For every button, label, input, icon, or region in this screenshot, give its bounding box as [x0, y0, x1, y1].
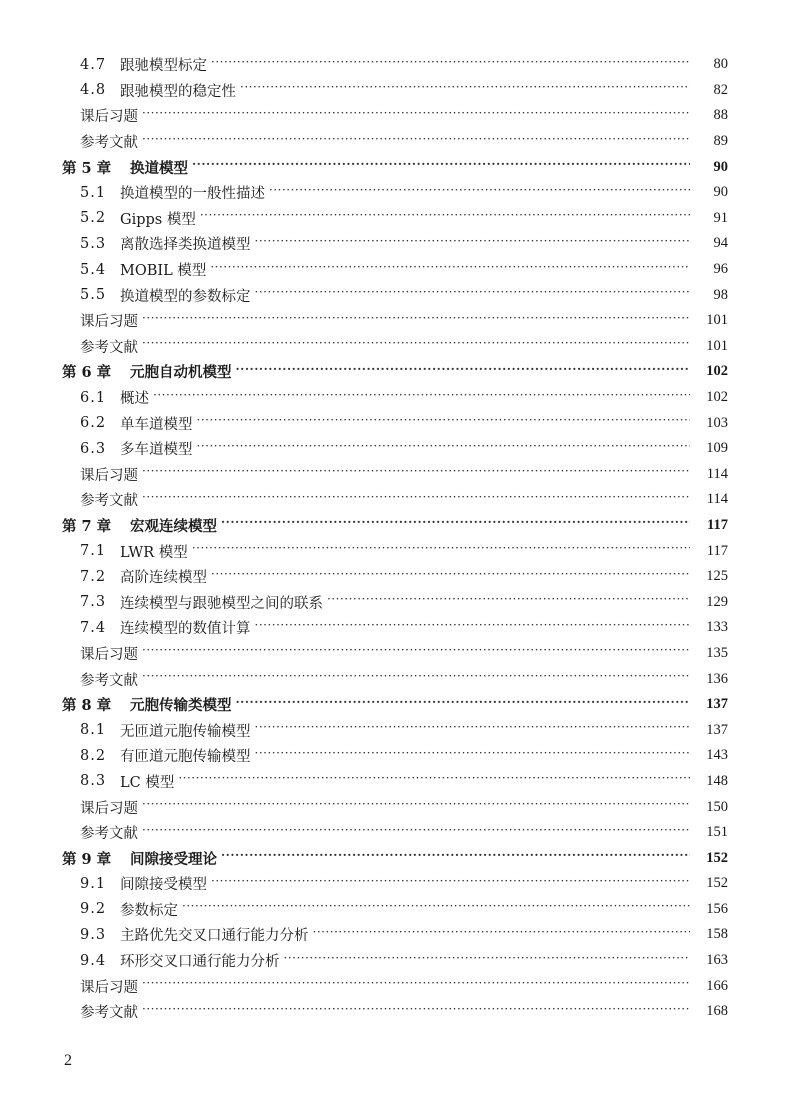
toc-section-row[interactable] — [0, 385, 790, 411]
toc-row-inner — [0, 771, 728, 792]
toc-entry-number: 7.3 — [80, 594, 107, 611]
toc-row-inner — [0, 797, 728, 818]
toc-section-row[interactable] — [0, 231, 790, 257]
toc-chapter-row[interactable] — [0, 692, 790, 718]
toc-entry-page: 148 — [706, 772, 728, 789]
toc-leader-dots — [240, 82, 690, 98]
toc-entry-page: 158 — [706, 926, 728, 943]
toc-section-row[interactable] — [0, 897, 790, 923]
toc-entry-number: 9.3 — [80, 926, 107, 943]
toc-row-inner — [0, 54, 728, 75]
toc-row-inner — [0, 489, 728, 510]
toc-leader-dots — [142, 1004, 690, 1020]
toc-entry-title: 课后习题 — [80, 467, 138, 484]
toc-entry-number: 第 9 章 — [62, 850, 112, 868]
toc-section-row[interactable] — [0, 78, 790, 104]
toc-leader-dots — [313, 927, 691, 943]
toc-entry-lead — [80, 797, 138, 818]
toc-section-row[interactable] — [0, 206, 790, 232]
toc-chapter-row[interactable] — [0, 359, 790, 385]
toc-row-inner — [0, 336, 728, 357]
toc-leader-dots — [197, 441, 691, 457]
toc-section-row[interactable] — [0, 717, 790, 743]
toc-entry-number: 5.1 — [80, 184, 107, 201]
toc-entry-page: 152 — [706, 875, 728, 892]
toc-entry-lead — [80, 54, 207, 75]
toc-entry-page: 101 — [706, 312, 728, 329]
toc-section-row[interactable] — [0, 180, 790, 206]
toc-entry-page: 102 — [706, 389, 728, 406]
toc-row-inner — [0, 848, 728, 869]
toc-row-inner — [0, 873, 728, 894]
toc-entry-number: 7.1 — [80, 543, 107, 560]
toc-entry-number: 6.3 — [80, 440, 107, 457]
toc-extra-row[interactable] — [0, 334, 790, 360]
toc-row-inner — [0, 387, 728, 408]
toc-entry-lead — [80, 208, 196, 229]
toc-entry-lead — [80, 336, 138, 357]
toc-entry-number: 6.2 — [80, 415, 107, 432]
toc-entry-title: 离散选择类换道模型 — [120, 237, 251, 254]
toc-entry-lead — [80, 285, 251, 306]
toc-leader-dots — [210, 262, 690, 278]
toc-entry-page: 117 — [706, 542, 728, 559]
toc-entry-lead — [62, 157, 188, 178]
toc-entry-page: 137 — [706, 721, 728, 738]
toc-entry-page: 96 — [713, 261, 728, 278]
toc-entry-page: 90 — [713, 184, 728, 201]
toc-entry-title: 换道模型的一般性描述 — [120, 186, 265, 203]
toc-entry-title: 连续模型的数值计算 — [120, 621, 251, 638]
toc-row-inner — [0, 976, 728, 997]
toc-row-inner — [0, 105, 728, 126]
toc-entry-lead — [80, 131, 138, 152]
toc-row-inner — [0, 361, 728, 382]
toc-entry-lead — [80, 720, 251, 741]
toc-entry-page: 117 — [707, 516, 728, 533]
toc-row-inner — [0, 80, 728, 101]
toc-entry-number: 6.1 — [80, 389, 107, 406]
toc-row-inner — [0, 822, 728, 843]
toc-extra-row[interactable] — [0, 820, 790, 846]
toc-entry-title: 参考文献 — [80, 493, 138, 510]
toc-entry-lead — [80, 413, 193, 434]
toc-section-row[interactable] — [0, 615, 790, 641]
toc-entry-number: 5.5 — [80, 287, 107, 304]
toc-entry-title: 参考文献 — [80, 135, 138, 152]
table-of-contents — [0, 52, 790, 1025]
toc-leader-dots — [142, 134, 690, 150]
toc-leader-dots — [192, 159, 690, 175]
toc-entry-title: 无匝道元胞传输模型 — [120, 723, 251, 740]
toc-row-inner — [0, 208, 728, 229]
toc-row-inner — [0, 131, 728, 152]
toc-entry-lead — [80, 976, 138, 997]
toc-entry-title: 元胞自动机模型 — [130, 364, 232, 382]
toc-entry-title: 参考文献 — [80, 826, 138, 843]
toc-extra-row[interactable] — [0, 103, 790, 129]
toc-leader-dots — [142, 492, 690, 508]
toc-entry-lead — [62, 361, 232, 382]
toc-entry-page: 137 — [706, 696, 728, 713]
toc-leader-dots — [142, 313, 690, 329]
toc-leader-dots — [142, 825, 690, 841]
toc-entry-title: 跟驰模型标定 — [120, 58, 207, 75]
toc-leader-dots — [182, 901, 690, 917]
toc-leader-dots — [200, 210, 690, 226]
toc-entry-title: 多车道模型 — [120, 442, 193, 459]
toc-entry-page: 101 — [706, 337, 728, 354]
toc-extra-row[interactable] — [0, 666, 790, 692]
toc-section-row[interactable] — [0, 922, 790, 948]
toc-chapter-row[interactable] — [0, 845, 790, 871]
toc-entry-page: 109 — [706, 440, 728, 457]
toc-row-inner — [0, 285, 728, 306]
toc-entry-title: 课后习题 — [80, 314, 138, 331]
toc-entry-lead — [80, 80, 236, 101]
toc-entry-page: 151 — [706, 824, 728, 841]
toc-entry-number: 4.7 — [80, 56, 107, 73]
toc-entry-number: 4.8 — [80, 82, 107, 99]
toc-entry-lead — [80, 617, 251, 638]
toc-entry-page: 166 — [706, 977, 728, 994]
toc-leader-dots — [142, 671, 690, 687]
toc-row-inner — [0, 924, 728, 945]
toc-entry-title: 课后习题 — [80, 979, 138, 996]
toc-extra-row[interactable] — [0, 462, 790, 488]
toc-entry-title: 参考文献 — [80, 1005, 138, 1022]
toc-entry-title: LC 模型 — [120, 774, 175, 791]
toc-entry-number: 第 8 章 — [62, 697, 112, 715]
toc-row-inner — [0, 694, 728, 715]
toc-entry-title: 参考文献 — [80, 339, 138, 356]
toc-entry-title: 跟驰模型的稳定性 — [120, 83, 236, 100]
toc-entry-lead — [62, 694, 232, 715]
toc-entry-lead — [80, 873, 207, 894]
toc-entry-lead — [80, 745, 251, 766]
toc-leader-dots — [211, 876, 690, 892]
toc-entry-title: 元胞传输类模型 — [130, 697, 232, 715]
toc-entry-page: 103 — [706, 414, 728, 431]
toc-leader-dots — [255, 748, 691, 764]
toc-entry-lead — [80, 669, 138, 690]
toc-entry-number: 第 7 章 — [62, 517, 112, 535]
toc-entry-lead — [80, 541, 188, 562]
toc-entry-number: 9.2 — [80, 901, 107, 918]
toc-entry-page: 98 — [713, 286, 728, 303]
toc-row-inner — [0, 413, 728, 434]
toc-row-inner — [0, 541, 728, 562]
toc-chapter-row[interactable] — [0, 154, 790, 180]
toc-entry-title: 概述 — [120, 391, 149, 408]
toc-leader-dots — [255, 722, 691, 738]
toc-row-inner — [0, 745, 728, 766]
toc-leader-dots — [142, 799, 690, 815]
toc-entry-lead — [80, 387, 149, 408]
toc-entry-lead — [80, 105, 138, 126]
toc-entry-lead — [80, 233, 251, 254]
toc-leader-dots — [142, 978, 690, 994]
toc-section-row[interactable] — [0, 52, 790, 78]
toc-leader-dots — [221, 517, 690, 533]
toc-leader-dots — [192, 543, 690, 559]
toc-entry-number: 9.1 — [80, 875, 107, 892]
toc-row-inner — [0, 950, 728, 971]
toc-entry-page: 129 — [706, 593, 728, 610]
page-number: 2 — [64, 1052, 72, 1069]
toc-row-inner — [0, 720, 728, 741]
toc-entry-title: 环形交叉口通行能力分析 — [120, 954, 280, 971]
toc-section-row[interactable] — [0, 282, 790, 308]
toc-row-inner — [0, 515, 728, 536]
toc-entry-number: 7.2 — [80, 568, 107, 585]
toc-entry-page: 163 — [706, 952, 728, 969]
toc-entry-number: 8.3 — [80, 773, 107, 790]
toc-entry-page: 114 — [706, 465, 728, 482]
toc-entry-lead — [80, 643, 138, 664]
toc-section-row[interactable] — [0, 589, 790, 615]
toc-entry-lead — [80, 771, 174, 792]
toc-section-row[interactable] — [0, 743, 790, 769]
toc-entry-page: 91 — [713, 209, 728, 226]
toc-entry-lead — [80, 489, 138, 510]
toc-row-inner — [0, 182, 728, 203]
toc-section-row[interactable] — [0, 769, 790, 795]
toc-section-row[interactable] — [0, 948, 790, 974]
toc-entry-lead — [80, 924, 309, 945]
toc-row-inner — [0, 464, 728, 485]
toc-entry-title: 单车道模型 — [120, 416, 193, 433]
toc-section-row[interactable] — [0, 436, 790, 462]
toc-entry-page: 133 — [706, 619, 728, 636]
toc-entry-lead — [80, 592, 323, 613]
toc-entry-number: 8.2 — [80, 747, 107, 764]
toc-entry-page: 150 — [706, 798, 728, 815]
toc-entry-page: 102 — [706, 363, 728, 380]
toc-entry-title: 课后习题 — [80, 800, 138, 817]
toc-entry-number: 9.4 — [80, 952, 107, 969]
toc-row-inner — [0, 643, 728, 664]
toc-entry-page: 88 — [713, 107, 728, 124]
toc-row-inner — [0, 438, 728, 459]
toc-entry-number: 8.1 — [80, 722, 107, 739]
toc-leader-dots — [284, 953, 691, 969]
toc-extra-row[interactable] — [0, 487, 790, 513]
toc-entry-lead — [62, 515, 217, 536]
toc-entry-lead — [80, 182, 265, 203]
toc-entry-lead — [80, 1001, 138, 1022]
toc-entry-lead — [80, 822, 138, 843]
toc-section-row[interactable] — [0, 257, 790, 283]
toc-entry-page: 125 — [706, 568, 728, 585]
toc-entry-lead — [80, 464, 138, 485]
toc-entry-page: 89 — [713, 133, 728, 150]
toc-entry-page: 114 — [706, 491, 728, 508]
toc-entry-number: 7.4 — [80, 619, 107, 636]
toc-leader-dots — [211, 569, 690, 585]
toc-leader-dots — [255, 287, 691, 303]
toc-entry-lead — [80, 438, 193, 459]
toc-entry-page: 82 — [713, 81, 728, 98]
toc-row-inner — [0, 157, 728, 178]
toc-entry-title: 参考文献 — [80, 672, 138, 689]
toc-row-inner — [0, 617, 728, 638]
toc-entry-number: 第 6 章 — [62, 364, 112, 382]
toc-extra-row[interactable] — [0, 129, 790, 155]
toc-leader-dots — [197, 415, 691, 431]
toc-leader-dots — [236, 364, 691, 380]
toc-entry-lead — [80, 950, 280, 971]
toc-leader-dots — [142, 108, 690, 124]
toc-chapter-row[interactable] — [0, 513, 790, 539]
toc-entry-page: 143 — [706, 747, 728, 764]
toc-leader-dots — [221, 850, 690, 866]
toc-leader-dots — [211, 57, 690, 73]
toc-entry-title: 主路优先交叉口通行能力分析 — [120, 928, 309, 945]
toc-entry-lead — [80, 259, 206, 280]
toc-leader-dots — [153, 390, 690, 406]
toc-extra-row[interactable] — [0, 308, 790, 334]
toc-section-row[interactable] — [0, 871, 790, 897]
toc-entry-title: 有匝道元胞传输模型 — [120, 749, 251, 766]
toc-extra-row[interactable] — [0, 999, 790, 1025]
toc-entry-lead — [80, 566, 207, 587]
toc-section-row[interactable] — [0, 564, 790, 590]
toc-entry-title: 课后习题 — [80, 646, 138, 663]
toc-leader-dots — [142, 645, 690, 661]
toc-entry-title: 间隙接受模型 — [120, 877, 207, 894]
toc-entry-page: 152 — [706, 849, 728, 866]
toc-row-inner — [0, 566, 728, 587]
toc-extra-row[interactable] — [0, 641, 790, 667]
toc-entry-page: 135 — [706, 644, 728, 661]
toc-entry-title: 高阶连续模型 — [120, 570, 207, 587]
toc-entry-title: 换道模型 — [130, 159, 188, 177]
toc-entry-number: 5.3 — [80, 235, 107, 252]
toc-entry-page: 168 — [706, 1003, 728, 1020]
toc-entry-page: 136 — [706, 670, 728, 687]
toc-entry-title: 间隙接受理论 — [130, 850, 217, 868]
toc-row-inner — [0, 1001, 728, 1022]
toc-entry-number: 5.2 — [80, 210, 107, 227]
toc-leader-dots — [142, 338, 690, 354]
toc-entry-page: 80 — [713, 56, 728, 73]
toc-entry-title: 连续模型与跟驰模型之间的联系 — [120, 595, 323, 612]
toc-entry-lead — [80, 310, 138, 331]
toc-leader-dots — [327, 594, 690, 610]
toc-leader-dots — [255, 620, 691, 636]
toc-leader-dots — [178, 773, 690, 789]
toc-row-inner — [0, 233, 728, 254]
toc-entry-title: 参数标定 — [120, 902, 178, 919]
toc-entry-title: LWR 模型 — [120, 544, 188, 561]
toc-leader-dots — [142, 466, 690, 482]
toc-leader-dots — [269, 185, 690, 201]
toc-entry-lead — [62, 848, 217, 869]
toc-entry-title: MOBIL 模型 — [120, 263, 207, 280]
toc-extra-row[interactable] — [0, 973, 790, 999]
toc-entry-number: 第 5 章 — [62, 159, 112, 177]
toc-section-row[interactable] — [0, 538, 790, 564]
toc-entry-title: 宏观连续模型 — [130, 517, 217, 535]
toc-entry-page: 94 — [713, 235, 728, 252]
toc-extra-row[interactable] — [0, 794, 790, 820]
toc-row-inner — [0, 899, 728, 920]
toc-leader-dots — [236, 697, 691, 713]
toc-entry-title: 换道模型的参数标定 — [120, 288, 251, 305]
toc-row-inner — [0, 669, 728, 690]
toc-entry-lead — [80, 899, 178, 920]
toc-row-inner — [0, 592, 728, 613]
toc-row-inner — [0, 259, 728, 280]
toc-leader-dots — [255, 236, 691, 252]
toc-section-row[interactable] — [0, 410, 790, 436]
toc-entry-page: 90 — [713, 158, 728, 175]
toc-row-inner — [0, 310, 728, 331]
toc-entry-number: 5.4 — [80, 261, 107, 278]
toc-entry-page: 156 — [706, 900, 728, 917]
toc-entry-title: 课后习题 — [80, 109, 138, 126]
toc-entry-title: Gipps 模型 — [120, 211, 196, 228]
